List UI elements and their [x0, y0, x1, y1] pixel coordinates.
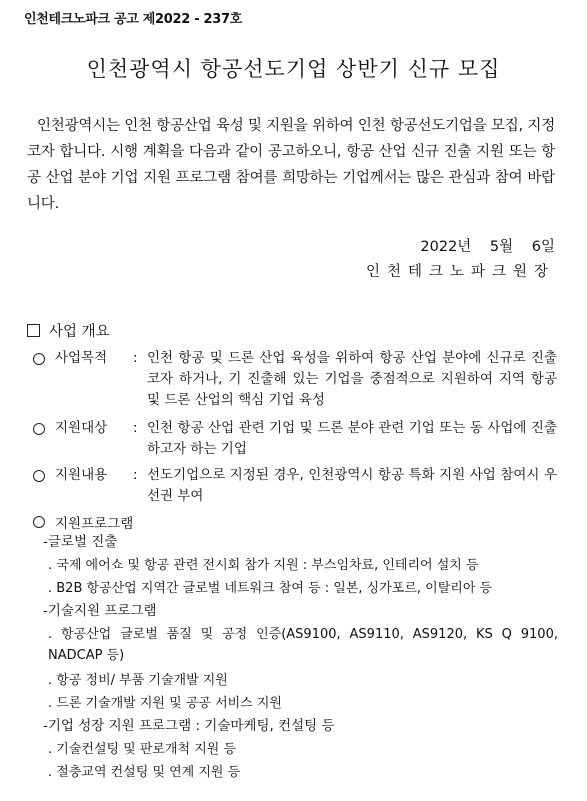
item-label: 사업목적: [55, 350, 108, 366]
notice-number: 인천테크노파크 공고 제2022 - 237호: [24, 12, 243, 27]
list-item: . 항공산업 글로벌 품질 및 공정 인증(AS9100, AS9110, AS9120, KS Q 9100, NADCAP 등): [48, 627, 558, 663]
list-item: . 항공 정비/ 부품 기술개발 지원: [48, 673, 228, 688]
intro-paragraph: 인천광역시는 인천 항공산업 육성 및 지원을 위하여 인천 항공선도기업을 모집, 지정코자 합니다. 시행 계획을 다음과 같이 공고하오니, 항공 산업 신규 진출 지원 또는 항공 산업 분야 기업 지원 프로그램 참여를 희망하는 기업께서는 많은 관심과 참여 바랍니다.: [27, 118, 555, 212]
group-title-growth: -기업 성장 지원 프로그램 : 기술마케팅, 컨설팅 등: [43, 718, 335, 734]
issuer-name: 인천테크노파크원장: [365, 264, 555, 280]
circle-bullet-icon: [33, 470, 45, 482]
item-text: 인천 항공 산업 관련 기업 및 드론 분야 관련 기업 또는 동 사업에 진출하고자 하는 기업: [147, 420, 557, 457]
circle-bullet-icon: [33, 353, 45, 365]
square-bullet-icon: [27, 324, 40, 337]
announcement-date: 2022년 5월 6일: [420, 239, 555, 255]
program-heading: [33, 512, 133, 532]
list-item: . 국제 에어쇼 및 항공 관련 전시회 참가 지원 : 부스임차료, 인테리어 설치 등: [48, 558, 479, 573]
list-item: . 드론 기술개발 지원 및 공공 서비스 지원: [48, 696, 282, 711]
circle-bullet-icon: [33, 516, 45, 528]
overview-item-content: 지원내용 : 선도기업으로 지정된 경우, 인천광역시 항공 특화 지원 사업 참여시 우선권 부여: [33, 465, 557, 507]
section-title: 사업 개요: [49, 324, 110, 340]
circle-bullet-icon: [33, 423, 45, 435]
overview-item-target: 지원대상 : 인천 항공 산업 관련 기업 및 드론 분야 관련 기업 또는 동 사업에 진출하고자 하는 기업: [33, 418, 557, 460]
overview-item-purpose: 사업목적 : 인천 항공 및 드론 산업 육성을 위하여 항공 산업 분야에 신규로 진출코자 하거나, 기 진출해 있는 기업을 중점적으로 지원하여 지역 항공 및 드론 산업의 핵심 기업 육성: [33, 348, 557, 411]
program-title: 지원프로그램: [55, 516, 134, 532]
item-label: 지원내용: [55, 467, 108, 483]
page-title: 인천광역시 항공선도기업 상반기 신규 모집: [86, 57, 501, 81]
group-title-global: -글로벌 진출: [43, 534, 118, 550]
list-item: . 기술컨설팅 및 판로개척 지원 등: [48, 742, 237, 757]
list-item: . B2B 항공산업 지역간 글로벌 네트워크 참여 등 : 일본, 싱가포르, 이탈리아 등: [48, 581, 493, 596]
item-text: 선도기업으로 지정된 경우, 인천광역시 항공 특화 지원 사업 참여시 우선권 부여: [147, 467, 557, 504]
item-text: 인천 항공 및 드론 산업 육성을 위하여 항공 산업 분야에 신규로 진출코자 하거나, 기 진출해 있는 기업을 중점적으로 지원하여 지역 항공 및 드론 산업의 핵심 기업 육성: [147, 350, 557, 408]
list-item: . 절충교역 컨설팅 및 연계 지원 등: [48, 765, 241, 780]
section-heading: [27, 320, 110, 341]
group-title-tech: -기술지원 프로그램: [43, 603, 157, 619]
item-label: 지원대상: [55, 420, 108, 436]
